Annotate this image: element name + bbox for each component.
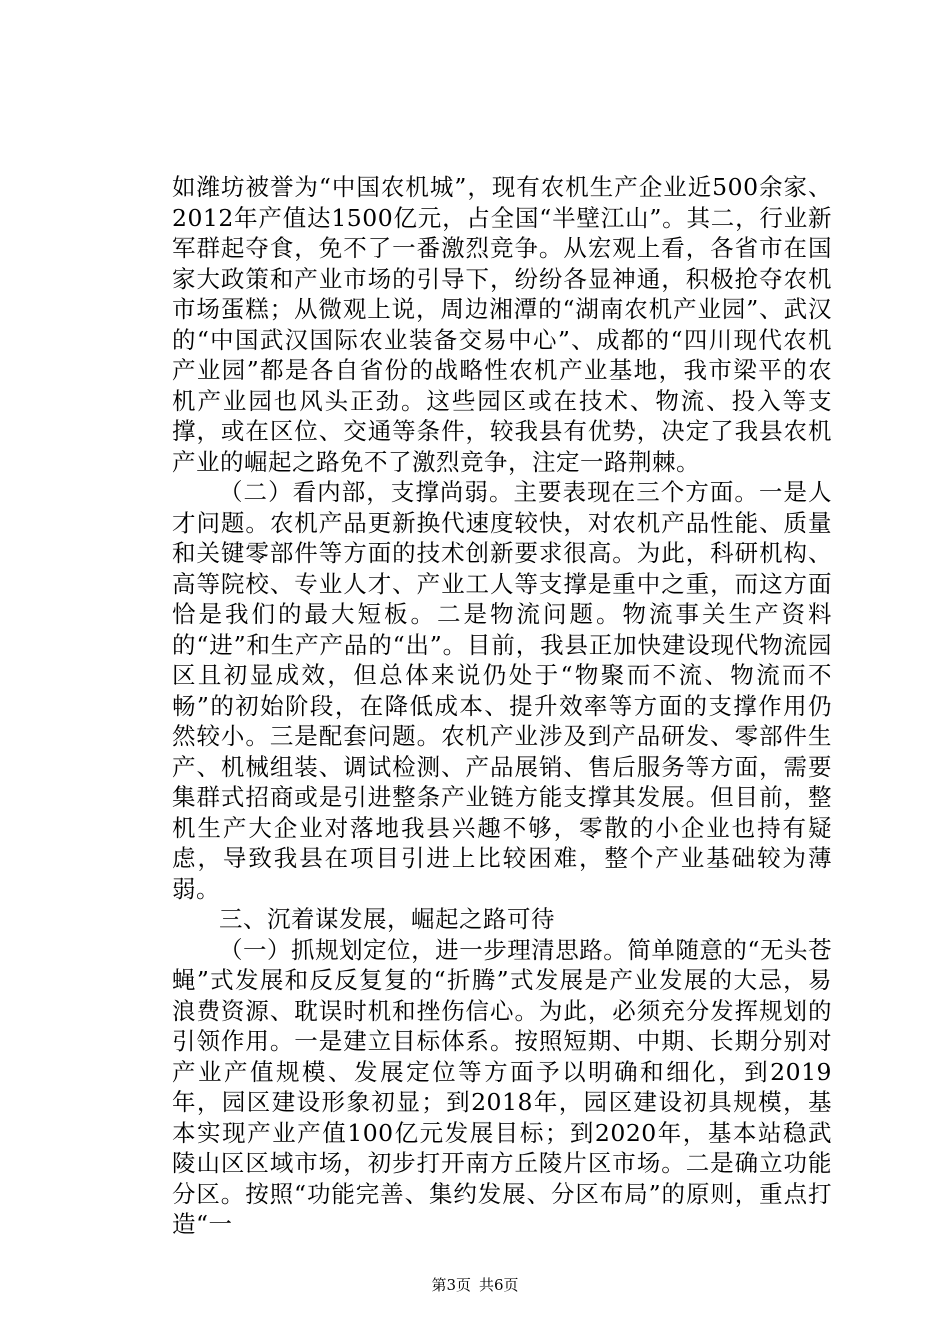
- page-footer: [0, 1275, 950, 1295]
- page-number: 第3页: [431, 1276, 471, 1294]
- section-heading-three: 三、沉着谋发展，崛起之路可待: [219, 905, 555, 933]
- body-text: [172, 172, 832, 1240]
- page-total: 共6页: [479, 1276, 519, 1294]
- paragraph-internal-support: （二）看内部，支撑尚弱。主要表现在三个方面。一是人才问题。农机产品更新换代速度较快，对农机产品性能、质量和关键零部件等方面的技术创新要求很高。为此，科研机构、高等院校、专业人才、产业工人等支撑是重中之重，而这方面恰是我们的最大短板。二是物流问题。物流事关生产资料的“进”和生产产品的“出”。目前，我县正加快建设现代物流园区且初显成效，但总体来说仍处于“物聚而不流、物流而不畅”的初始阶段，在降低成本、提升效率等方面的支撑作用仍然较小。三是配套问题。农机产业涉及到产品研发、零部件生产、机械组装、调试检测、产品展销、售后服务等方面，需要集群式招商或是引进整条产业链方能支撑其发展。但目前，整机生产大企业对落地我县兴趣不够，零散的小企业也持有疑虑，导致我县在项目引进上比较困难，整个产业基础较为薄弱。: [172, 478, 832, 903]
- paragraph-continued: 如潍坊被誉为“中国农机城”，现有农机生产企业近500余家、2012年产值达1500亿元，占全国“半壁江山”。其二，行业新军群起夺食，免不了一番激烈竞争。从宏观上看，各省市在国家大政策和产业市场的引导下，纷纷各显神通，积极抢夺农机市场蛋糕；从微观上说，周边湘潭的“湖南农机产业园”、武汉的“中国武汉国际农业装备交易中心”、成都的“四川现代农机产业园”都是各自省份的战略性农机产业基地，我市梁平的农机产业园也风头正劲。这些园区或在技术、物流、投入等支撑，或在区位、交通等条件，较我县有优势，决定了我县农机产业的崛起之路免不了激烈竞争，注定一路荆棘。: [172, 173, 832, 476]
- paragraph-planning: （一）抓规划定位，进一步理清思路。简单随意的“无头苍蝇”式发展和反反复复的“折腾”式发展是产业发展的大忌，易浪费资源、耽误时机和挫伤信心。为此，必须充分发挥规划的引领作用。一是建立目标体系。按照短期、中期、长期分别对产业产值规模、发展定位等方面予以明确和细化，到2019年，园区建设形象初显；到2018年，园区建设初具规模，基本实现产业产值100亿元发展目标；到2020年，基本站稳武陵山区区域市场，初步打开南方丘陵片区市场。二是确立功能分区。按照“功能完善、集约发展、分区布局”的原则，重点打造“一: [172, 935, 832, 1238]
